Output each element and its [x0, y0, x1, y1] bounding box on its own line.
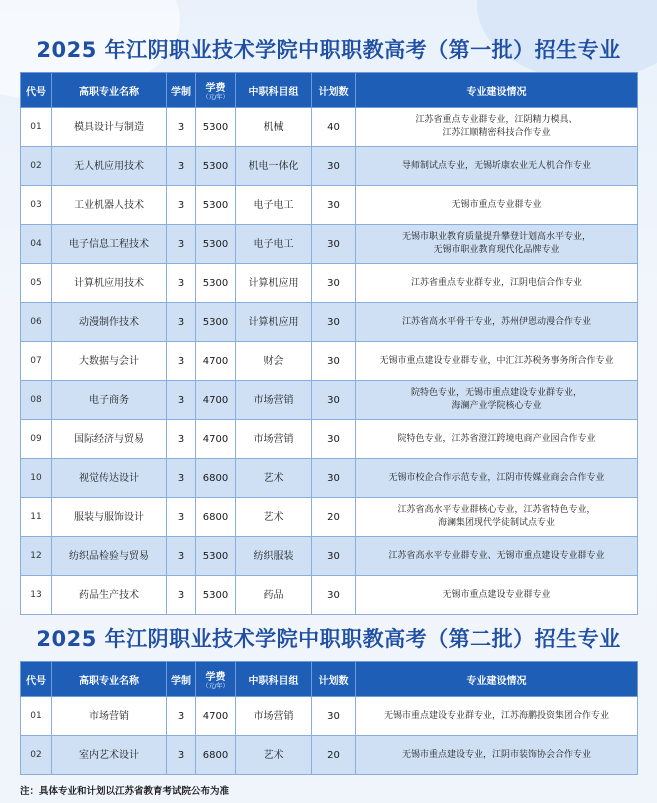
cell-fee: 5300: [196, 108, 236, 147]
header-duration: 学制: [167, 662, 196, 697]
header-fee-label: 学费: [205, 83, 226, 94]
cell-code: 01: [21, 108, 52, 147]
cell-subject: 市场营销: [236, 420, 312, 459]
cell-duration: 3: [167, 225, 196, 264]
cell-code: 02: [21, 147, 52, 186]
cell-plan: 30: [312, 225, 356, 264]
header-plan: 计划数: [312, 662, 356, 697]
cell-plan: 30: [312, 537, 356, 576]
desc-line: 院特色专业，无锡市重点建设专业群专业，: [410, 388, 582, 398]
desc-line: 江苏省重点专业群专业，江阴精力模具、: [415, 115, 578, 125]
cell-code: 05: [21, 264, 52, 303]
cell-duration: 3: [167, 381, 196, 420]
cell-plan: 20: [312, 736, 356, 775]
desc-line: 无锡市重点建设专业，江阴市装饰协会合作专业: [401, 749, 591, 760]
cell-desc: [356, 459, 638, 498]
cell-major: 市场营销: [52, 697, 167, 736]
table-row: [21, 186, 638, 225]
cell-subject: 计算机应用: [236, 303, 312, 342]
table-row: [21, 459, 638, 498]
header-major: 高职专业名称: [52, 73, 167, 108]
cell-fee: 4700: [196, 381, 236, 420]
cell-major: 电子商务: [52, 381, 167, 420]
cell-code: 08: [21, 381, 52, 420]
cell-code: 04: [21, 225, 52, 264]
cell-fee: 5300: [196, 264, 236, 303]
header-fee-unit: （元/年）: [202, 94, 229, 101]
cell-plan: 30: [312, 342, 356, 381]
cell-desc: [356, 108, 638, 147]
desc-line: 无锡市职业教育现代化品牌专业: [433, 245, 560, 255]
header-subject: 中职科目组: [236, 73, 312, 108]
desc-line: 江苏省高水平骨干专业，苏州伊恩动漫合作专业: [401, 316, 591, 327]
cell-subject: 纺织服装: [236, 537, 312, 576]
cell-desc: [356, 225, 638, 264]
cell-desc: [356, 498, 638, 537]
cell-fee: 6800: [196, 498, 236, 537]
table-row: [21, 381, 638, 420]
cell-major: 室内艺术设计: [52, 736, 167, 775]
cell-desc: [356, 576, 638, 615]
cell-duration: 3: [167, 498, 196, 537]
cell-duration: 3: [167, 697, 196, 736]
desc-line: 导师制试点专业，无锡圻康农业无人机合作专业: [401, 160, 591, 171]
cell-major: 模具设计与制造: [52, 108, 167, 147]
cell-fee: 5300: [196, 147, 236, 186]
cell-code: 13: [21, 576, 52, 615]
desc-line: 无锡市职业教育质量提升攀登计划高水平专业，: [401, 232, 591, 242]
cell-code: 11: [21, 498, 52, 537]
table-header-row: [21, 662, 638, 697]
table-row: [21, 108, 638, 147]
cell-subject: 艺术: [236, 736, 312, 775]
header-fee: [196, 73, 236, 108]
cell-subject: 机械: [236, 108, 312, 147]
cell-fee: 5300: [196, 225, 236, 264]
cell-major: 计算机应用技术: [52, 264, 167, 303]
cell-code: 09: [21, 420, 52, 459]
table-row: [21, 736, 638, 775]
cell-subject: 艺术: [236, 498, 312, 537]
cell-duration: 3: [167, 264, 196, 303]
cell-code: 02: [21, 736, 52, 775]
footnote: 注：具体专业和计划以江苏省教育考试院公布为准: [20, 786, 230, 797]
table-row: [21, 342, 638, 381]
cell-duration: 3: [167, 537, 196, 576]
cell-duration: 3: [167, 459, 196, 498]
header-fee: [196, 662, 236, 697]
cell-subject: 计算机应用: [236, 264, 312, 303]
cell-plan: 30: [312, 147, 356, 186]
cell-fee: 5300: [196, 303, 236, 342]
cell-major: 国际经济与贸易: [52, 420, 167, 459]
cell-desc: [356, 736, 638, 775]
cell-fee: 4700: [196, 697, 236, 736]
table-row: [21, 697, 638, 736]
cell-desc: [356, 264, 638, 303]
batch2-table-body: [21, 697, 638, 775]
table-row: [21, 225, 638, 264]
cell-major: 视觉传达设计: [52, 459, 167, 498]
cell-code: 06: [21, 303, 52, 342]
cell-duration: 3: [167, 420, 196, 459]
table-row: [21, 420, 638, 459]
header-major: 高职专业名称: [52, 662, 167, 697]
table-row: [21, 576, 638, 615]
cell-desc: [356, 381, 638, 420]
cell-desc: [356, 342, 638, 381]
cell-major: 无人机应用技术: [52, 147, 167, 186]
cell-desc: [356, 303, 638, 342]
batch1-table: [20, 72, 638, 615]
desc-line: 江苏省高水平专业群核心专业，江苏省特色专业，: [397, 505, 596, 515]
table-row: [21, 303, 638, 342]
cell-desc: [356, 697, 638, 736]
desc-line: 江苏江顺精密科技合作专业: [442, 128, 551, 138]
cell-plan: 30: [312, 576, 356, 615]
cell-duration: 3: [167, 736, 196, 775]
cell-plan: 30: [312, 186, 356, 225]
cell-fee: 5300: [196, 576, 236, 615]
cell-duration: 3: [167, 576, 196, 615]
desc-line: 院特色专业，江苏省澄江跨境电商产业园合作专业: [397, 433, 596, 444]
cell-major: 工业机器人技术: [52, 186, 167, 225]
desc-line: 无锡市重点专业群专业: [451, 199, 542, 210]
cell-fee: 6800: [196, 459, 236, 498]
cell-desc: [356, 147, 638, 186]
cell-major: 电子信息工程技术: [52, 225, 167, 264]
cell-desc: [356, 186, 638, 225]
cell-major: 服装与服饰设计: [52, 498, 167, 537]
cell-major: 纺织品检验与贸易: [52, 537, 167, 576]
cell-desc: [356, 537, 638, 576]
desc-line: 江苏省重点专业群专业，江阴电信合作专业: [410, 277, 582, 288]
table-row: [21, 498, 638, 537]
cell-subject: 市场营销: [236, 381, 312, 420]
table-header-row: [21, 73, 638, 108]
header-fee-unit: （元/年）: [202, 683, 229, 690]
header-fee-label: 学费: [205, 672, 226, 683]
cell-duration: 3: [167, 342, 196, 381]
cell-plan: 20: [312, 498, 356, 537]
cell-subject: 机电一体化: [236, 147, 312, 186]
batch2-title: 2025 年江阴职业技术学院中职职教高考（第二批）招生专业: [36, 627, 621, 651]
desc-line: 无锡市重点建设专业群专业，中汇江苏税务事务所合作专业: [379, 355, 614, 366]
cell-major: 大数据与会计: [52, 342, 167, 381]
cell-plan: 30: [312, 459, 356, 498]
cell-subject: 电子电工: [236, 186, 312, 225]
header-code: 代号: [21, 662, 52, 697]
cell-subject: 药品: [236, 576, 312, 615]
table-row: [21, 147, 638, 186]
cell-plan: 30: [312, 697, 356, 736]
cell-major: 药品生产技术: [52, 576, 167, 615]
cell-subject: 财会: [236, 342, 312, 381]
cell-code: 07: [21, 342, 52, 381]
batch1-table-body: [21, 108, 638, 615]
cell-code: 03: [21, 186, 52, 225]
cell-subject: 电子电工: [236, 225, 312, 264]
cell-code: 10: [21, 459, 52, 498]
cell-duration: 3: [167, 147, 196, 186]
table-row: [21, 264, 638, 303]
cell-duration: 3: [167, 303, 196, 342]
header-desc: 专业建设情况: [356, 73, 638, 108]
cell-fee: 4700: [196, 420, 236, 459]
cell-plan: 30: [312, 264, 356, 303]
desc-line: 海澜产业学院核心专业: [451, 401, 542, 411]
cell-plan: 30: [312, 381, 356, 420]
batch2-table: [20, 661, 638, 775]
header-code: 代号: [21, 73, 52, 108]
table-row: [21, 537, 638, 576]
header-duration: 学制: [167, 73, 196, 108]
cell-plan: 30: [312, 303, 356, 342]
desc-line: 海澜集团现代学徒制试点专业: [437, 518, 555, 528]
cell-fee: 5300: [196, 186, 236, 225]
cell-plan: 40: [312, 108, 356, 147]
cell-desc: [356, 420, 638, 459]
cell-fee: 5300: [196, 537, 236, 576]
header-subject: 中职科目组: [236, 662, 312, 697]
cell-subject: 市场营销: [236, 697, 312, 736]
cell-code: 01: [21, 697, 52, 736]
desc-line: 无锡市校企合作示范专业，江阴市传媒业商会合作专业: [388, 472, 605, 483]
cell-plan: 30: [312, 420, 356, 459]
desc-line: 江苏省高水平专业群专业、无锡市重点建设专业群专业: [388, 550, 605, 561]
header-desc: 专业建设情况: [356, 662, 638, 697]
cell-code: 12: [21, 537, 52, 576]
cell-duration: 3: [167, 108, 196, 147]
cell-fee: 6800: [196, 736, 236, 775]
header-plan: 计划数: [312, 73, 356, 108]
cell-duration: 3: [167, 186, 196, 225]
cell-fee: 4700: [196, 342, 236, 381]
desc-line: 无锡市重点建设专业群专业: [442, 589, 551, 600]
cell-major: 动漫制作技术: [52, 303, 167, 342]
cell-subject: 艺术: [236, 459, 312, 498]
batch1-title: 2025 年江阴职业技术学院中职职教高考（第一批）招生专业: [36, 38, 621, 62]
desc-line: 无锡市重点建设专业群专业，江苏海鹏投资集团合作专业: [383, 710, 609, 721]
